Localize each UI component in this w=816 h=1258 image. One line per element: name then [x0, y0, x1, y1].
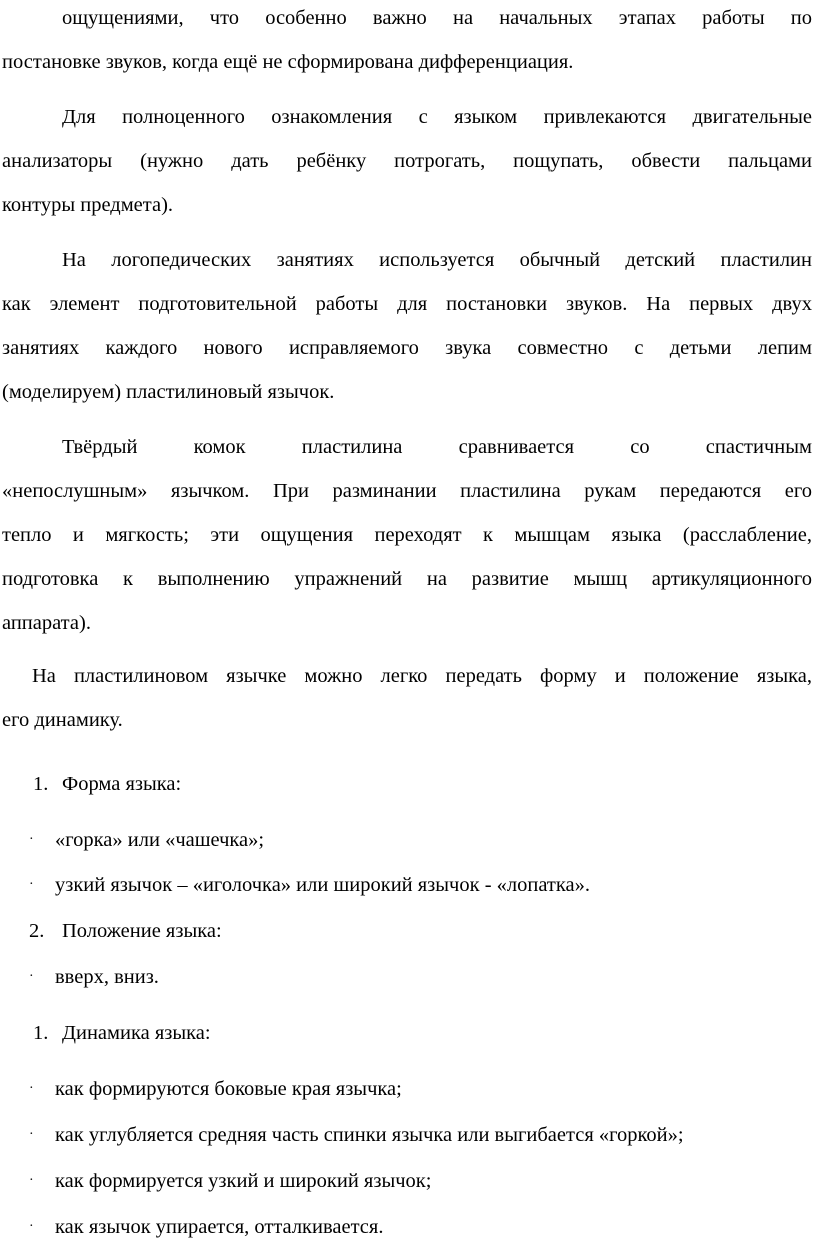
paragraph-line: аппарата). [2, 612, 91, 634]
list-item-label: Положение языка: [62, 920, 222, 942]
bullet-icon: · [29, 877, 34, 892]
paragraph-line: подготовка к выполнению упражнений на развитие мышц артикуляционного [2, 568, 812, 590]
bullet-icon: · [29, 1081, 34, 1096]
paragraph-line: Для полноценного ознакомления с языком привлекаются двигательные [62, 106, 812, 128]
paragraph-line: его динамику. [2, 709, 123, 731]
bullet-text: узкий язычок – «иголочка» или широкий язычок - «лопатка». [55, 874, 591, 896]
paragraph-5 [2, 654, 812, 742]
list-bullet-item [29, 1166, 431, 1196]
paragraph-line: занятиях каждого нового исправляемого звука совместно с детьми лепим [2, 337, 812, 359]
list-item-label: Форма языка: [62, 773, 182, 795]
bullet-text: как углубляется средняя часть спинки язычка или выгибается «горкой»; [55, 1124, 684, 1146]
paragraph-line: На пластилиновом язычке можно легко передать форму и положение языка, [32, 665, 812, 687]
bullet-text: как язычок упирается, отталкивается. [55, 1216, 384, 1238]
list-bullet-item [29, 1212, 383, 1242]
bullet-text: вверх, вниз. [55, 966, 159, 988]
paragraph-line: анализаторы (нужно дать ребёнку потрогать, пощупать, обвести пальцами [2, 150, 812, 172]
list-item-heading [33, 769, 181, 799]
list-item-label: Динамика языка: [62, 1022, 211, 1044]
bullet-icon: · [29, 832, 34, 847]
bullet-text: «горка» или «чашечка»; [55, 829, 265, 851]
paragraph-3 [2, 238, 812, 414]
paragraph-line: ощущениями, что особенно важно на начальных этапах работы по [62, 7, 812, 29]
bullet-text: как формируется узкий и широкий язычок; [55, 1170, 432, 1192]
bullet-icon: · [29, 1127, 34, 1142]
paragraph-line: «непослушным» язычком. При разминании пластилина рукам передаются его [2, 480, 812, 502]
list-bullet-item [29, 825, 264, 855]
bullet-icon: · [29, 969, 34, 984]
list-bullet-item [29, 962, 159, 992]
paragraph-line: постановке звуков, когда ещё не сформирована дифференциация. [2, 51, 574, 73]
bullet-icon: · [29, 1173, 34, 1188]
paragraph-line: контуры предмета). [2, 194, 174, 216]
paragraph-line: тепло и мягкость; эти ощущения переходят к мышцам языка (расслабление, [2, 524, 812, 546]
bullet-text: как формируются боковые края язычка; [55, 1078, 402, 1100]
list-number: 1. [33, 773, 49, 795]
paragraph-line: На логопедических занятиях используется обычный детский пластилин [62, 249, 812, 271]
list-number: 2. [29, 920, 45, 942]
paragraph-1 [2, 0, 812, 84]
list-number: 1. [33, 1022, 49, 1044]
list-item-heading [29, 916, 222, 946]
list-item-heading [33, 1018, 211, 1048]
paragraph-4 [2, 425, 812, 645]
paragraph-line: Твёрдый комок пластилина сравнивается со спастичным [62, 436, 812, 458]
paragraph-2 [2, 95, 812, 227]
paragraph-line: как элемент подготовительной работы для постановки звуков. На первых двух [2, 293, 812, 315]
list-bullet-item [29, 870, 590, 900]
list-bullet-item [29, 1120, 684, 1150]
list-bullet-item [29, 1074, 402, 1104]
bullet-icon: · [29, 1219, 34, 1234]
paragraph-line: (моделируем) пластилиновый язычок. [2, 381, 335, 403]
